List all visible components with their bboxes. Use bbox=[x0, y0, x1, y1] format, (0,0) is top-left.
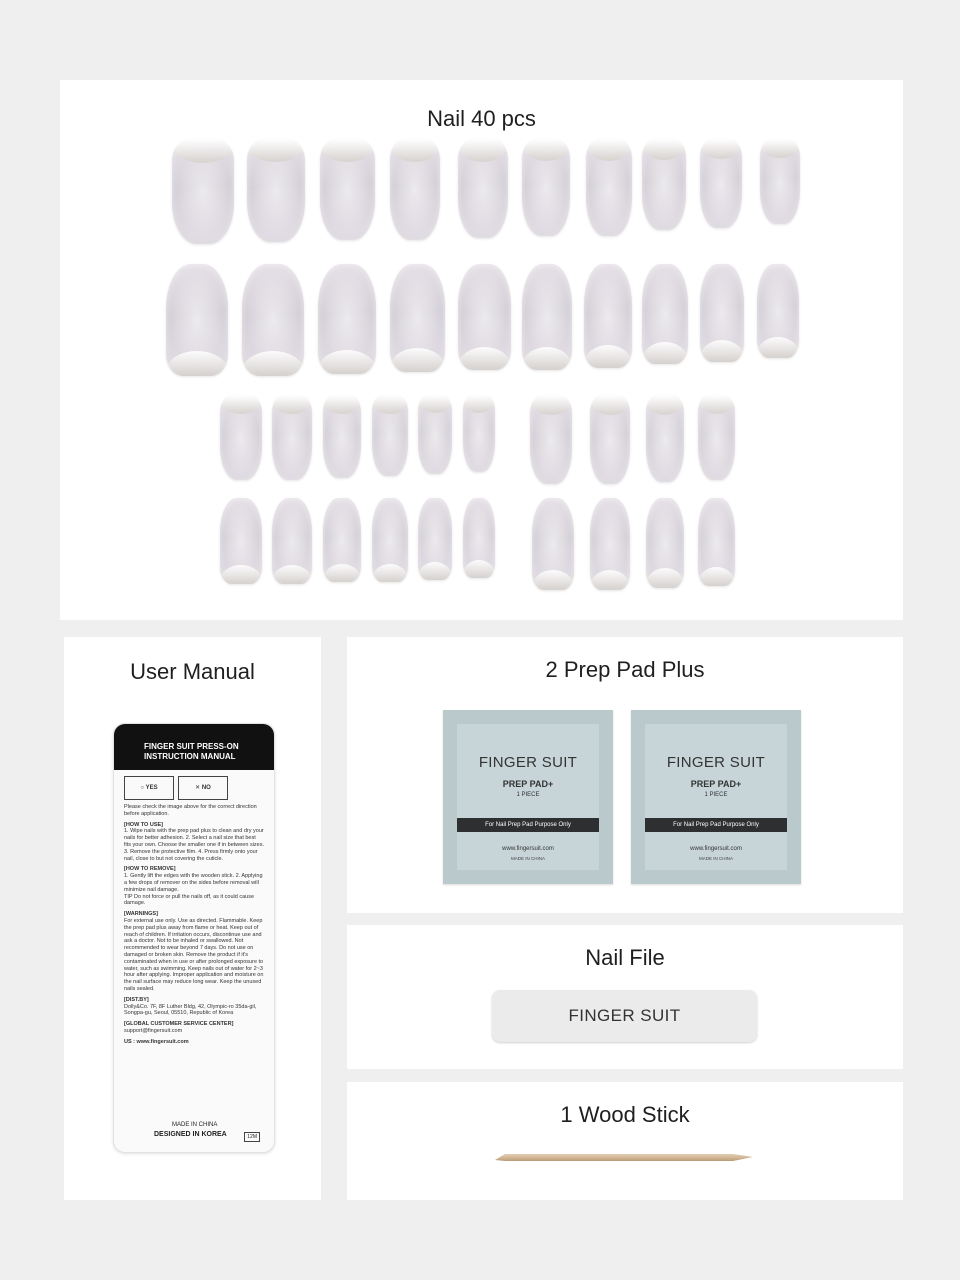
prep-pad-packet bbox=[631, 710, 801, 884]
warnings-text: For external use only. Use as directed. Flammable. Keep the prep pad plus away from flame or heat. Keep out of reach of children. If irritation occurs, discontinue use and ask a doctor. Not to be inhaled or swallowed. Not recommended to wear beyond 7 days. Do not use on damaged or broken skin. Remove the product if it's contaminated when in use or after prolonged exposure to water, such as swimming. Keep nails out of water for 2~3 hour after applying. Improper application and moisture on the nail surface may reduce long wear. Keep the unused nails sealed. bbox=[124, 917, 264, 992]
preppad-title: 2 Prep Pad Plus bbox=[545, 657, 705, 682]
press-on-nail bbox=[590, 498, 630, 590]
press-on-nail bbox=[323, 396, 361, 478]
nails-title: Nail 40 pcs bbox=[427, 106, 536, 131]
pad-brand: FINGER SUIT bbox=[666, 754, 766, 771]
press-on-nail bbox=[522, 140, 570, 236]
nailfile-title: Nail File bbox=[585, 945, 665, 970]
made-in-label: MADE IN CHINA bbox=[172, 1122, 218, 1128]
press-on-nail bbox=[530, 396, 572, 484]
press-on-nail bbox=[390, 264, 445, 372]
instruction-card-body bbox=[114, 770, 274, 1052]
press-on-nail bbox=[458, 264, 511, 370]
press-on-nail bbox=[586, 140, 632, 236]
no-label: NO bbox=[201, 784, 211, 791]
press-on-nail bbox=[642, 140, 686, 230]
woodstick-panel bbox=[347, 1082, 903, 1200]
press-on-nail bbox=[463, 498, 495, 578]
nailfile-panel bbox=[347, 925, 903, 1069]
press-on-nail bbox=[418, 498, 452, 580]
yes-no-row bbox=[124, 776, 264, 800]
instruction-card bbox=[113, 723, 275, 1153]
pad-band: For Nail Prep Pad Purpose Only bbox=[457, 818, 599, 832]
manual-footer bbox=[154, 1120, 227, 1140]
service-text: support@fingersuit.com bbox=[124, 1027, 183, 1034]
press-on-nail bbox=[700, 140, 742, 228]
press-on-nail bbox=[532, 498, 574, 590]
how-to-remove-text: 1. Gently lift the edges with the wooden stick. 2. Applying a few drops of remover on the sides before removal will minimize nail damage. bbox=[124, 873, 263, 893]
prep-pad-packet bbox=[443, 710, 613, 884]
wood-stick-body bbox=[495, 1154, 753, 1161]
how-to-use-text: 1. Wipe nails with the prep pad plus to clean and dry your nails for better adhesion. 2. Select a nail size that best fits your own. Choose the smaller one if in between sizes. 3. Remove the protective film. 4. Press firmly onto your nail, close to but not covering the cuticle. bbox=[124, 828, 265, 862]
dist-heading: [DIST.BY] bbox=[124, 996, 149, 1003]
nail-file-brand: FINGER SUIT bbox=[568, 1006, 681, 1025]
press-on-nail bbox=[458, 140, 508, 238]
press-on-nail bbox=[757, 264, 799, 358]
warnings-heading: [WARNINGS] bbox=[124, 911, 158, 918]
yes-box bbox=[124, 776, 174, 800]
press-on-nail bbox=[522, 264, 572, 370]
press-on-nail bbox=[372, 396, 408, 476]
prep-pad-label bbox=[457, 724, 599, 870]
wood-stick bbox=[495, 1150, 755, 1164]
circle-icon: ○ bbox=[140, 784, 146, 791]
pad-url: www.fingersuit.com bbox=[502, 846, 554, 852]
press-on-nail bbox=[372, 498, 408, 582]
service-heading: [GLOBAL CUSTOMER SERVICE CENTER] bbox=[124, 1021, 234, 1028]
pad-url: www.fingersuit.com bbox=[690, 846, 742, 852]
press-on-nail bbox=[390, 140, 440, 240]
no-box bbox=[178, 776, 228, 800]
designed-in-label: DESIGNED IN KOREA bbox=[154, 1131, 227, 1138]
press-on-nail bbox=[318, 264, 376, 374]
card-header-line1: FINGER SUIT PRESS-ON bbox=[144, 742, 239, 751]
press-on-nail bbox=[323, 498, 361, 582]
press-on-nail bbox=[242, 264, 304, 376]
us-text: US : www.fingersuit.com bbox=[124, 1038, 189, 1045]
press-on-nail bbox=[642, 264, 688, 364]
press-on-nail bbox=[220, 498, 262, 584]
press-on-nail bbox=[584, 264, 632, 368]
nails-panel bbox=[60, 80, 903, 620]
yes-label: YES bbox=[145, 784, 158, 791]
press-on-nail bbox=[698, 498, 735, 586]
nail-file bbox=[492, 990, 757, 1042]
press-on-nail bbox=[166, 264, 228, 376]
pad-count: 1 PIECE bbox=[704, 792, 728, 798]
press-on-nail bbox=[760, 140, 800, 224]
woodstick-title: 1 Wood Stick bbox=[560, 1102, 690, 1127]
press-on-nail bbox=[700, 264, 744, 362]
press-on-nail bbox=[172, 140, 234, 244]
manual-title: User Manual bbox=[130, 659, 255, 684]
press-on-nail bbox=[220, 396, 262, 480]
press-on-nail bbox=[247, 140, 305, 242]
press-on-nail bbox=[698, 396, 735, 480]
pad-product: PREP PAD+ bbox=[690, 779, 742, 789]
dist-text: Dolly&Co. 7F, 8F Luther Bldg, 42, Olympic-ro 35da-gil, Songpa-gu, Seoul, 05510, Republic of Korea bbox=[124, 1003, 257, 1017]
pad-count: 1 PIECE bbox=[516, 792, 540, 798]
manual-panel bbox=[64, 637, 321, 1200]
card-header-line2: INSTRUCTION MANUAL bbox=[144, 752, 236, 761]
pad-product: PREP PAD+ bbox=[502, 779, 554, 789]
press-on-nail bbox=[320, 140, 375, 240]
preppad-panel bbox=[347, 637, 903, 913]
prep-pad-label bbox=[645, 724, 787, 870]
age-badge: 12M bbox=[244, 1132, 260, 1142]
press-on-nail bbox=[418, 396, 452, 474]
how-to-remove-heading: [HOW TO REMOVE] bbox=[124, 866, 176, 873]
pad-band: For Nail Prep Pad Purpose Only bbox=[645, 818, 787, 832]
instruction-card-header bbox=[114, 724, 274, 770]
pad-made: MADE IN CHINA bbox=[510, 856, 545, 861]
pad-brand: FINGER SUIT bbox=[478, 754, 578, 771]
press-on-nail bbox=[272, 498, 312, 584]
press-on-nail bbox=[646, 498, 684, 588]
press-on-nail bbox=[646, 396, 684, 482]
pad-made: MADE IN CHINA bbox=[698, 856, 733, 861]
cross-icon: ✕ bbox=[195, 784, 202, 791]
how-to-use-heading: [HOW TO USE] bbox=[124, 821, 164, 828]
press-on-nail bbox=[272, 396, 312, 480]
tip-text: TIP Do not force or pull the nails off, as it could cause damage. bbox=[124, 893, 255, 907]
check-text: Please check the image above for the correct direction before application. bbox=[124, 804, 257, 817]
press-on-nail bbox=[590, 396, 630, 484]
press-on-nail bbox=[463, 396, 495, 472]
